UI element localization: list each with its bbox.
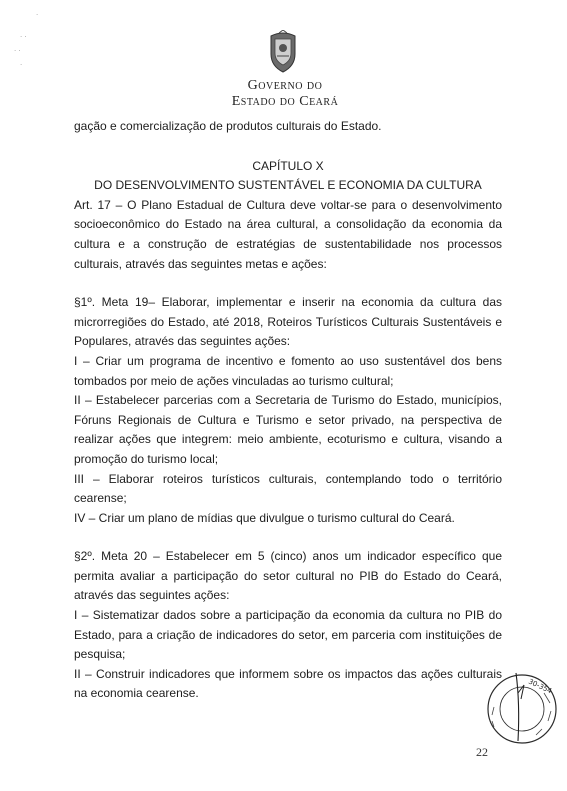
meta-20-item-ii: II – Construir indicadores que informem sobre os impactos das ações culturais na economia cearense. <box>74 666 502 701</box>
chapter-title: DO DESENVOLVIMENTO SUSTENTÁVEL E ECONOMIA DA CULTURA <box>94 178 482 193</box>
procuradoria-seal-stamp <box>478 663 566 751</box>
meta-20-paragraph: §2º. Meta 20 – Estabelecer em 5 (cinco) anos um indicador específico que permita avaliar a participação do setor cultural no PIB do Estado do Ceará, através das seguintes ações: <box>74 549 502 603</box>
meta-19-item-i: I – Criar um programa de incentivo e fomento ao uso sustentável dos bens tombados por meio de ações vinculadas ao turismo cultural; <box>74 353 502 388</box>
meta-20-item-i: I – Sistematizar dados sobre a participação da economia da cultura no PIB do Estado, para a criação de indicadores do setor, em parceria com instituições de pesquisa; <box>74 608 502 662</box>
article-17: Art. 17 – O Plano Estadual de Cultura deve voltar-se para o desenvolvimento socioeconômico do Estado na área cultural, a consolidação da economia da cultura e a construção de estratégias de sustentabilidade nos processos culturais, através das seguintes metas e ações: <box>74 197 502 271</box>
meta-19-paragraph: §1º. Meta 19– Elaborar, implementar e inserir na economia da cultura das microrregiões do Estado, até 2018, Roteiros Turísticos Culturais Sustentáveis e Populares, através das seguintes ações: <box>74 295 502 349</box>
scan-artifact: · · <box>20 33 27 41</box>
coat-of-arms-icon <box>266 30 300 74</box>
letterhead-line1: Governo do <box>247 78 323 93</box>
chapter-heading: CAPÍTULO X <box>252 158 324 173</box>
letterhead-line2: Estado do Ceará <box>231 94 339 109</box>
scan-artifact: · <box>36 11 39 19</box>
meta-19-item-ii: II – Estabelecer parcerias com a Secretaria de Turismo do Estado, municípios, Fóruns Regionais de Cultura e Turismo e setor privado, na perspectiva de realizar ações que integrem: meio ambiente, ecoturismo e cultura, visando a promoção do turismo local; <box>74 393 502 466</box>
svg-text:30-354: 30-354 <box>527 677 554 696</box>
paragraph-continuation: gação e comercialização de produtos culturais do Estado. <box>74 119 382 133</box>
scan-artifact: · <box>20 61 23 69</box>
meta-19-item-iii: III – Elaborar roteiros turísticos culturais, contemplando todo o território cearense; <box>74 471 502 506</box>
scan-artifact: · · <box>14 47 21 55</box>
document-body <box>74 117 502 704</box>
meta-19-item-iv: IV – Criar um plano de mídias que divulgue o turismo cultural do Ceará. <box>74 510 455 525</box>
letterhead <box>190 78 380 110</box>
page-number: 22 <box>476 745 488 759</box>
